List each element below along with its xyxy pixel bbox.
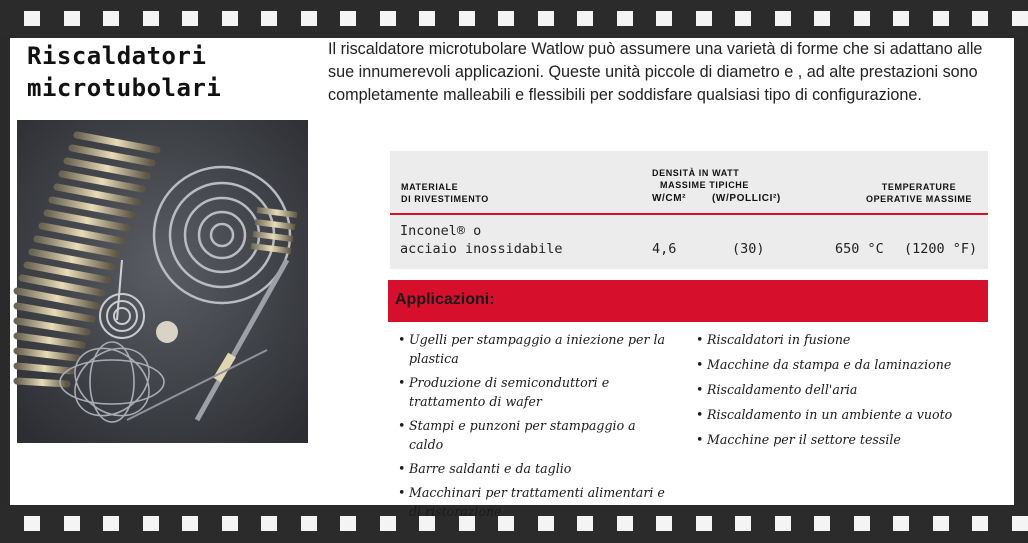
header-density-line-2: MASSIME TIPICHE (660, 180, 750, 190)
sprocket-hole (380, 11, 396, 26)
header-temperature (857, 181, 981, 205)
heater-coils-illustration (17, 120, 308, 443)
sprocket-hole (972, 11, 988, 26)
film-strip-top (0, 0, 1024, 38)
sprocket-hole (735, 11, 751, 26)
row-temp-celsius: 650 °C (835, 241, 884, 257)
list-item: • Ugelli per stampaggio a iniezione per la plastica (398, 330, 666, 368)
sprocket-hole (143, 516, 159, 531)
sprocket-hole (933, 11, 949, 26)
row-density-imperial: (30) (732, 241, 765, 257)
header-density-line-1: DENSITÀ IN WATT (652, 168, 740, 178)
title-line-1: Riscaldatori (27, 42, 207, 70)
sprocket-hole (222, 516, 238, 531)
sprocket-hole (775, 11, 791, 26)
sprocket-hole (103, 11, 119, 26)
sprocket-hole (893, 11, 909, 26)
sprocket-hole (103, 516, 119, 531)
intro-paragraph: Il riscaldatore microtubolare Watlow può assumere una varietà di forme che si adattano alle sue innumerevoli applicazioni. Queste unità piccole di diametro e , ad alte prestazioni sono completamente malleabili e flessibili per soddisfare qualsiasi tipo di configurazione. (328, 40, 983, 104)
sprocket-hole (1012, 516, 1028, 531)
header-density-imperial: (W/POLLICI²) (712, 193, 781, 204)
header-material-line-2: DI RIVESTIMENTO (401, 194, 489, 204)
sprocket-hole (538, 11, 554, 26)
sprocket-hole (222, 11, 238, 26)
sprocket-hole (143, 11, 159, 26)
sprocket-hole (854, 11, 870, 26)
sprocket-hole (182, 516, 198, 531)
list-item: • Barre saldanti e da taglio (398, 459, 666, 478)
sprocket-hole (814, 516, 830, 531)
sprocket-hole (498, 11, 514, 26)
applications-heading: Applicazioni: (395, 291, 495, 308)
header-material (401, 181, 489, 205)
header-temp-line-2: OPERATIVE MASSIME (865, 194, 973, 204)
sprocket-hole (893, 516, 909, 531)
sprocket-hole (933, 516, 949, 531)
title-line-2: microtubolari (27, 74, 222, 102)
header-temp-line-1: TEMPERATURE (881, 182, 957, 192)
sprocket-hole (64, 11, 80, 26)
header-density (652, 167, 749, 191)
document-page (10, 38, 1014, 519)
row-material-line-1: Inconel® o (400, 223, 482, 239)
sprocket-hole (696, 11, 712, 26)
sprocket-hole (696, 516, 712, 531)
applications-banner (388, 280, 988, 322)
sprocket-hole (459, 11, 475, 26)
page-title (27, 40, 221, 104)
list-item: • Macchine da stampa e da laminazione (696, 355, 996, 374)
sprocket-hole (24, 11, 40, 26)
sprocket-hole (301, 516, 317, 531)
row-density-metric: 4,6 (652, 241, 677, 257)
sprocket-hole (617, 11, 633, 26)
table-divider (390, 213, 988, 215)
spec-table (390, 151, 988, 269)
sprocket-hole (340, 11, 356, 26)
sprocket-hole (1012, 11, 1028, 26)
sprocket-hole (261, 11, 277, 26)
sprocket-hole (854, 516, 870, 531)
sprocket-hole (380, 516, 396, 531)
sprocket-hole (261, 516, 277, 531)
header-material-line-1: MATERIALE (401, 182, 459, 192)
list-item: • Produzione di semiconduttori e trattamento di wafer (398, 373, 666, 411)
sprocket-hole (182, 11, 198, 26)
sprocket-hole (24, 516, 40, 531)
applications-list-left (398, 330, 666, 526)
sprocket-hole (775, 516, 791, 531)
sprocket-hole (64, 516, 80, 531)
sprocket-hole (340, 516, 356, 531)
list-item: • Macchine per il settore tessile (696, 430, 996, 449)
list-item: • Riscaldatori in fusione (696, 330, 996, 349)
applications-list-right (696, 330, 996, 455)
row-material (400, 222, 563, 258)
sprocket-hole (301, 11, 317, 26)
sprocket-hole (656, 11, 672, 26)
sprocket-hole (577, 11, 593, 26)
list-item: • Stampi e punzoni per stampaggio a caldo (398, 416, 666, 454)
row-material-line-2: acciaio inossidabile (400, 241, 563, 257)
list-item: • Riscaldamento in un ambiente a vuoto (696, 405, 996, 424)
sprocket-hole (814, 11, 830, 26)
list-item: • Riscaldamento dell'aria (696, 380, 996, 399)
product-photo (17, 120, 308, 443)
sprocket-hole (419, 11, 435, 26)
list-item: • Macchinari per trattamenti alimentari e di ristorazione (398, 483, 666, 521)
sprocket-hole (735, 516, 751, 531)
header-density-metric: W/CM² (652, 193, 687, 204)
sprocket-hole (972, 516, 988, 531)
row-temp-fahrenheit: (1200 °F) (904, 241, 978, 257)
